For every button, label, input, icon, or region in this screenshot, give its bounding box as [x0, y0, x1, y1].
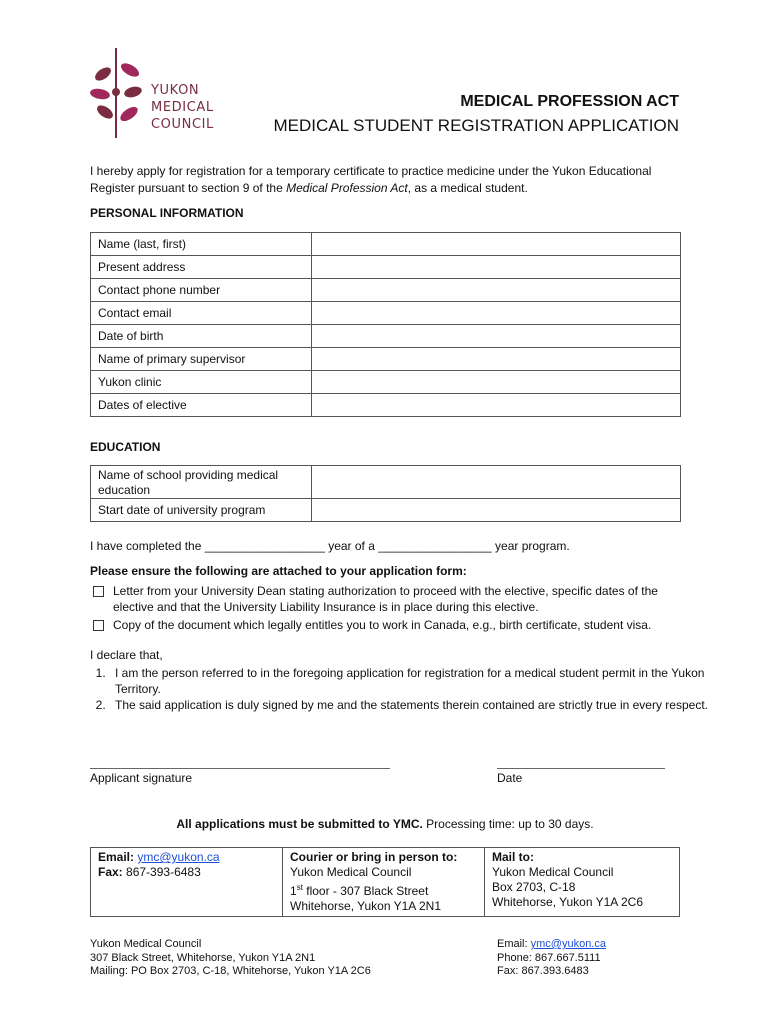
education-heading: EDUCATION	[90, 440, 161, 454]
address-input[interactable]	[312, 256, 681, 279]
logo	[88, 46, 228, 141]
work-document-checkbox[interactable]	[93, 620, 104, 631]
field-label: Start date of university program	[91, 499, 312, 522]
council-logo-icon	[88, 46, 148, 141]
clinic-input[interactable]	[312, 371, 681, 394]
name-input[interactable]	[312, 233, 681, 256]
phone-input[interactable]	[312, 279, 681, 302]
field-label: Dates of elective	[91, 394, 312, 417]
school-input[interactable]	[312, 466, 681, 499]
email-input[interactable]	[312, 302, 681, 325]
submission-note: All applications must be submitted to YMC. Processing time: up to 30 days.	[176, 817, 594, 831]
date-label: Date	[497, 771, 523, 785]
field-label: Yukon clinic	[91, 371, 312, 394]
personal-heading: PERSONAL INFORMATION	[90, 206, 244, 220]
logo-line-2: MEDICAL	[151, 100, 214, 115]
footer-contact: Email: ymc@yukon.ca Phone: 867.667.5111 Fax: 867.393.6483	[497, 938, 606, 977]
page-title: MEDICAL PROFESSION ACT	[460, 93, 679, 110]
intro-paragraph: I hereby apply for registration for a temporary certificate to practice medicine under the Yukon Educational Register pursuant to section 9 of the Medical Profession Act, as a medical student.	[90, 164, 652, 195]
declaration-item: 1. I am the person referred to in the foregoing application for registration for a medical student permit in the Yukon Territory.	[109, 665, 729, 697]
field-label: Name (last, first)	[91, 233, 312, 256]
field-label: Name of school providing medical education	[91, 466, 312, 499]
act-name: Medical Profession Act	[286, 181, 408, 195]
signature-line[interactable]	[90, 768, 390, 769]
footer-email-link[interactable]: ymc@yukon.ca	[530, 938, 606, 950]
applicant-signature-label: Applicant signature	[90, 771, 193, 785]
field-label: Date of birth	[91, 325, 312, 348]
dob-input[interactable]	[312, 325, 681, 348]
field-label: Contact email	[91, 302, 312, 325]
contact-courier: Courier or bring in person to: Yukon Medical Council 1st floor - 307 Black Street Whitehorse, Yukon Y1A 2N1	[283, 848, 485, 917]
declaration-item: 2. The said application is duly signed by me and the statements therein contained are strictly true in every respect.	[109, 697, 729, 713]
logo-line-1: YUKON	[151, 83, 200, 98]
fax-number: 867-393-6483	[126, 865, 201, 879]
personal-info-table	[90, 232, 681, 417]
supervisor-input[interactable]	[312, 348, 681, 371]
contact-email-fax: Email: ymc@yukon.ca Fax: 867-393-6483	[91, 848, 283, 917]
year-completed-text: I have completed the __________________ year of a _________________ year program.	[90, 539, 570, 553]
page-subtitle: MEDICAL STUDENT REGISTRATION APPLICATION	[273, 116, 679, 135]
contact-table	[90, 847, 680, 917]
attachments-heading: Please ensure the following are attached to your application form:	[90, 564, 467, 578]
attachments-list	[93, 583, 683, 633]
education-table	[90, 465, 681, 522]
footer-address: Yukon Medical Council 307 Black Street, Whitehorse, Yukon Y1A 2N1 Mailing: PO Box 2703, C-18, Whitehorse, Yukon Y1A 2C6	[90, 938, 371, 977]
attachment-item: Letter from your University Dean stating authorization to proceed with the elective, specific dates of the elective and that the University Liability Insurance is in place during this elective.	[93, 583, 683, 615]
field-label: Contact phone number	[91, 279, 312, 302]
declaration-list	[64, 665, 729, 713]
contact-mail: Mail to: Yukon Medical Council Box 2703, C-18 Whitehorse, Yukon Y1A 2C6	[485, 848, 680, 917]
elective-dates-input[interactable]	[312, 394, 681, 417]
field-label: Present address	[91, 256, 312, 279]
email-link[interactable]: ymc@yukon.ca	[137, 850, 220, 864]
date-line[interactable]	[497, 768, 665, 769]
declaration-intro: I declare that,	[90, 648, 163, 662]
logo-line-3: COUNCIL	[151, 117, 214, 132]
start-date-input[interactable]	[312, 499, 681, 522]
dean-letter-checkbox[interactable]	[93, 586, 104, 597]
attachment-item: Copy of the document which legally entitles you to work in Canada, e.g., birth certificate, student visa.	[93, 617, 683, 633]
field-label: Name of primary supervisor	[91, 348, 312, 371]
